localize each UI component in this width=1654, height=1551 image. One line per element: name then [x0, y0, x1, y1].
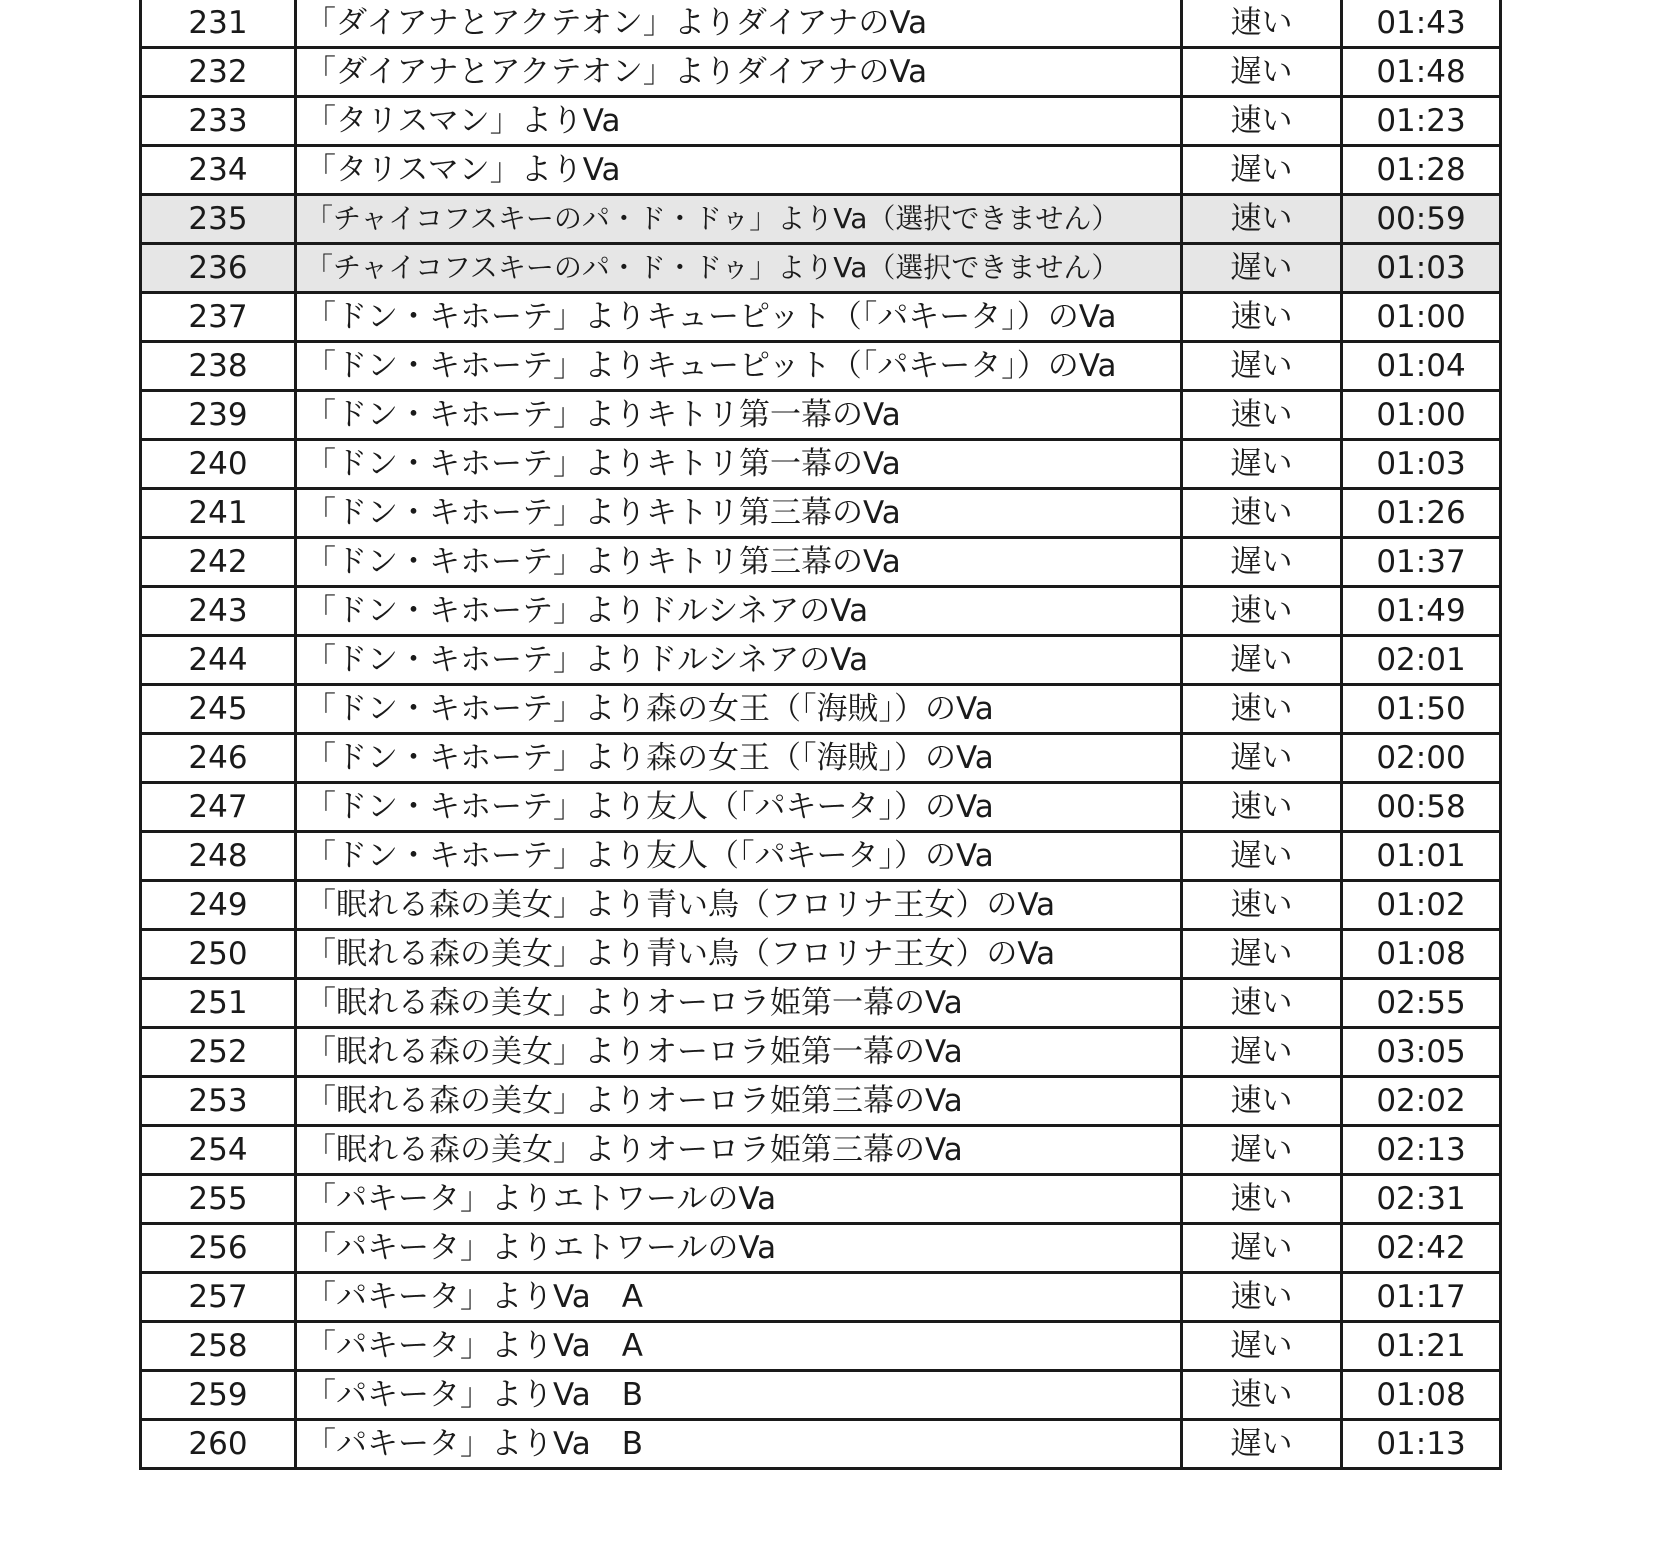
- track-duration: 01:48: [1342, 48, 1501, 97]
- table-row: [141, 0, 1501, 48]
- track-duration: 01:28: [1342, 146, 1501, 195]
- track-tempo: 速い: [1182, 0, 1342, 48]
- track-number: 257: [141, 1273, 296, 1322]
- track-tempo: 速い: [1182, 293, 1342, 342]
- track-tempo: 遅い: [1182, 48, 1342, 97]
- table-row: [141, 97, 1501, 146]
- track-number: 246: [141, 734, 296, 783]
- table-row: [141, 636, 1501, 685]
- track-tempo: 速い: [1182, 1273, 1342, 1322]
- table-row: [141, 1028, 1501, 1077]
- track-number: 234: [141, 146, 296, 195]
- table-row: [141, 1273, 1501, 1322]
- track-number: 232: [141, 48, 296, 97]
- track-tempo: 遅い: [1182, 538, 1342, 587]
- track-title: 「ダイアナとアクテオン」よりダイアナのVa: [296, 48, 1182, 97]
- table-row: [141, 1224, 1501, 1273]
- track-tempo: 遅い: [1182, 1126, 1342, 1175]
- track-tempo: 遅い: [1182, 636, 1342, 685]
- track-title: 「ドン・キホーテ」よりキトリ第一幕のVa: [296, 440, 1182, 489]
- track-duration: 01:01: [1342, 832, 1501, 881]
- table-row: [141, 832, 1501, 881]
- track-duration: 01:13: [1342, 1420, 1501, 1469]
- table-row: [141, 1077, 1501, 1126]
- track-number: 252: [141, 1028, 296, 1077]
- track-title: 「ドン・キホーテ」より友人（「パキータ」）のVa: [296, 783, 1182, 832]
- track-number: 238: [141, 342, 296, 391]
- track-duration: 01:50: [1342, 685, 1501, 734]
- track-number: 242: [141, 538, 296, 587]
- track-tempo: 速い: [1182, 881, 1342, 930]
- music-track-table: [139, 0, 1502, 1470]
- track-tempo: 遅い: [1182, 930, 1342, 979]
- track-number: 251: [141, 979, 296, 1028]
- table-row: [141, 979, 1501, 1028]
- table-row: [141, 587, 1501, 636]
- track-duration: 02:42: [1342, 1224, 1501, 1273]
- track-number: 244: [141, 636, 296, 685]
- table-row: [141, 293, 1501, 342]
- track-tempo: 速い: [1182, 195, 1342, 244]
- track-duration: 02:13: [1342, 1126, 1501, 1175]
- track-title: 「パキータ」よりVa A: [296, 1273, 1182, 1322]
- track-tempo: 遅い: [1182, 440, 1342, 489]
- track-tempo: 遅い: [1182, 1420, 1342, 1469]
- track-number: 241: [141, 489, 296, 538]
- track-title: 「眠れる森の美女」よりオーロラ姫第三幕のVa: [296, 1077, 1182, 1126]
- track-title: 「パキータ」よりエトワールのVa: [296, 1175, 1182, 1224]
- table-row: [141, 342, 1501, 391]
- table-row: [141, 930, 1501, 979]
- track-number: 243: [141, 587, 296, 636]
- track-number: 249: [141, 881, 296, 930]
- track-number: 256: [141, 1224, 296, 1273]
- table-row: [141, 195, 1501, 244]
- track-number: 248: [141, 832, 296, 881]
- track-title: 「眠れる森の美女」より青い鳥（フロリナ王女）のVa: [296, 881, 1182, 930]
- track-number: 236: [141, 244, 296, 293]
- track-duration: 01:04: [1342, 342, 1501, 391]
- track-title: 「ドン・キホーテ」よりキューピット（「パキータ」）のVa: [296, 293, 1182, 342]
- track-duration: 00:59: [1342, 195, 1501, 244]
- track-number: 235: [141, 195, 296, 244]
- track-tempo: 速い: [1182, 1371, 1342, 1420]
- table-row: [141, 391, 1501, 440]
- table-row: [141, 783, 1501, 832]
- track-duration: 01:26: [1342, 489, 1501, 538]
- track-duration: 01:23: [1342, 97, 1501, 146]
- track-tempo: 速い: [1182, 1077, 1342, 1126]
- track-tempo: 遅い: [1182, 342, 1342, 391]
- table-row: [141, 146, 1501, 195]
- track-title: 「パキータ」よりエトワールのVa: [296, 1224, 1182, 1273]
- track-duration: 02:00: [1342, 734, 1501, 783]
- track-title: 「ドン・キホーテ」よりドルシネアのVa: [296, 636, 1182, 685]
- track-tempo: 遅い: [1182, 1322, 1342, 1371]
- track-duration: 02:02: [1342, 1077, 1501, 1126]
- track-title: 「タリスマン」よりVa: [296, 97, 1182, 146]
- table-row: [141, 1371, 1501, 1420]
- track-title: 「チャイコフスキーのパ・ド・ドゥ」よりVa（選択できません）: [296, 195, 1182, 244]
- track-duration: 01:08: [1342, 930, 1501, 979]
- track-number: 260: [141, 1420, 296, 1469]
- track-tempo: 速い: [1182, 587, 1342, 636]
- track-number: 233: [141, 97, 296, 146]
- track-tempo: 遅い: [1182, 832, 1342, 881]
- track-duration: 01:21: [1342, 1322, 1501, 1371]
- track-number: 255: [141, 1175, 296, 1224]
- table-row: [141, 1420, 1501, 1469]
- track-tempo: 速い: [1182, 979, 1342, 1028]
- track-title: 「パキータ」よりVa A: [296, 1322, 1182, 1371]
- track-tempo: 遅い: [1182, 734, 1342, 783]
- track-tempo: 速い: [1182, 489, 1342, 538]
- track-tempo: 速い: [1182, 685, 1342, 734]
- table-row: [141, 734, 1501, 783]
- track-title: 「パキータ」よりVa B: [296, 1420, 1182, 1469]
- track-title: 「ドン・キホーテ」よりキトリ第一幕のVa: [296, 391, 1182, 440]
- track-number: 237: [141, 293, 296, 342]
- track-title: 「ダイアナとアクテオン」よりダイアナのVa: [296, 0, 1182, 48]
- track-duration: 01:03: [1342, 440, 1501, 489]
- track-title: 「チャイコフスキーのパ・ド・ドゥ」よりVa（選択できません）: [296, 244, 1182, 293]
- track-number: 245: [141, 685, 296, 734]
- track-tempo: 遅い: [1182, 1028, 1342, 1077]
- track-tempo: 遅い: [1182, 1224, 1342, 1273]
- table-row: [141, 1322, 1501, 1371]
- track-duration: 01:37: [1342, 538, 1501, 587]
- track-title: 「ドン・キホーテ」よりキューピット（「パキータ」）のVa: [296, 342, 1182, 391]
- track-title: 「タリスマン」よりVa: [296, 146, 1182, 195]
- track-duration: 01:00: [1342, 293, 1501, 342]
- track-duration: 02:55: [1342, 979, 1501, 1028]
- track-tempo: 速い: [1182, 391, 1342, 440]
- track-title: 「眠れる森の美女」よりオーロラ姫第一幕のVa: [296, 1028, 1182, 1077]
- track-duration: 01:17: [1342, 1273, 1501, 1322]
- track-tempo: 速い: [1182, 97, 1342, 146]
- track-rows: [141, 0, 1501, 1469]
- track-duration: 01:08: [1342, 1371, 1501, 1420]
- track-number: 254: [141, 1126, 296, 1175]
- track-number: 247: [141, 783, 296, 832]
- track-number: 250: [141, 930, 296, 979]
- track-title: 「眠れる森の美女」よりオーロラ姫第三幕のVa: [296, 1126, 1182, 1175]
- track-title: 「ドン・キホーテ」よりドルシネアのVa: [296, 587, 1182, 636]
- table-row: [141, 244, 1501, 293]
- track-title: 「眠れる森の美女」よりオーロラ姫第一幕のVa: [296, 979, 1182, 1028]
- track-tempo: 遅い: [1182, 146, 1342, 195]
- track-number: 231: [141, 0, 296, 48]
- table-row: [141, 1126, 1501, 1175]
- track-duration: 00:58: [1342, 783, 1501, 832]
- track-title: 「眠れる森の美女」より青い鳥（フロリナ王女）のVa: [296, 930, 1182, 979]
- track-title: 「ドン・キホーテ」より森の女王（「海賊」）のVa: [296, 685, 1182, 734]
- track-duration: 01:03: [1342, 244, 1501, 293]
- track-number: 239: [141, 391, 296, 440]
- table-row: [141, 685, 1501, 734]
- track-tempo: 速い: [1182, 1175, 1342, 1224]
- track-number: 240: [141, 440, 296, 489]
- track-tempo: 速い: [1182, 783, 1342, 832]
- track-number: 259: [141, 1371, 296, 1420]
- track-title: 「ドン・キホーテ」より友人（「パキータ」）のVa: [296, 832, 1182, 881]
- track-duration: 01:00: [1342, 391, 1501, 440]
- track-number: 253: [141, 1077, 296, 1126]
- track-duration: 02:31: [1342, 1175, 1501, 1224]
- track-duration: 03:05: [1342, 1028, 1501, 1077]
- table-row: [141, 48, 1501, 97]
- track-duration: 01:43: [1342, 0, 1501, 48]
- table-row: [141, 489, 1501, 538]
- table-row: [141, 881, 1501, 930]
- track-title: 「ドン・キホーテ」よりキトリ第三幕のVa: [296, 538, 1182, 587]
- table-row: [141, 538, 1501, 587]
- track-title: 「パキータ」よりVa B: [296, 1371, 1182, 1420]
- track-tempo: 遅い: [1182, 244, 1342, 293]
- track-duration: 01:49: [1342, 587, 1501, 636]
- track-title: 「ドン・キホーテ」より森の女王（「海賊」）のVa: [296, 734, 1182, 783]
- table-row: [141, 1175, 1501, 1224]
- track-title: 「ドン・キホーテ」よりキトリ第三幕のVa: [296, 489, 1182, 538]
- track-number: 258: [141, 1322, 296, 1371]
- table-row: [141, 440, 1501, 489]
- track-duration: 02:01: [1342, 636, 1501, 685]
- track-duration: 01:02: [1342, 881, 1501, 930]
